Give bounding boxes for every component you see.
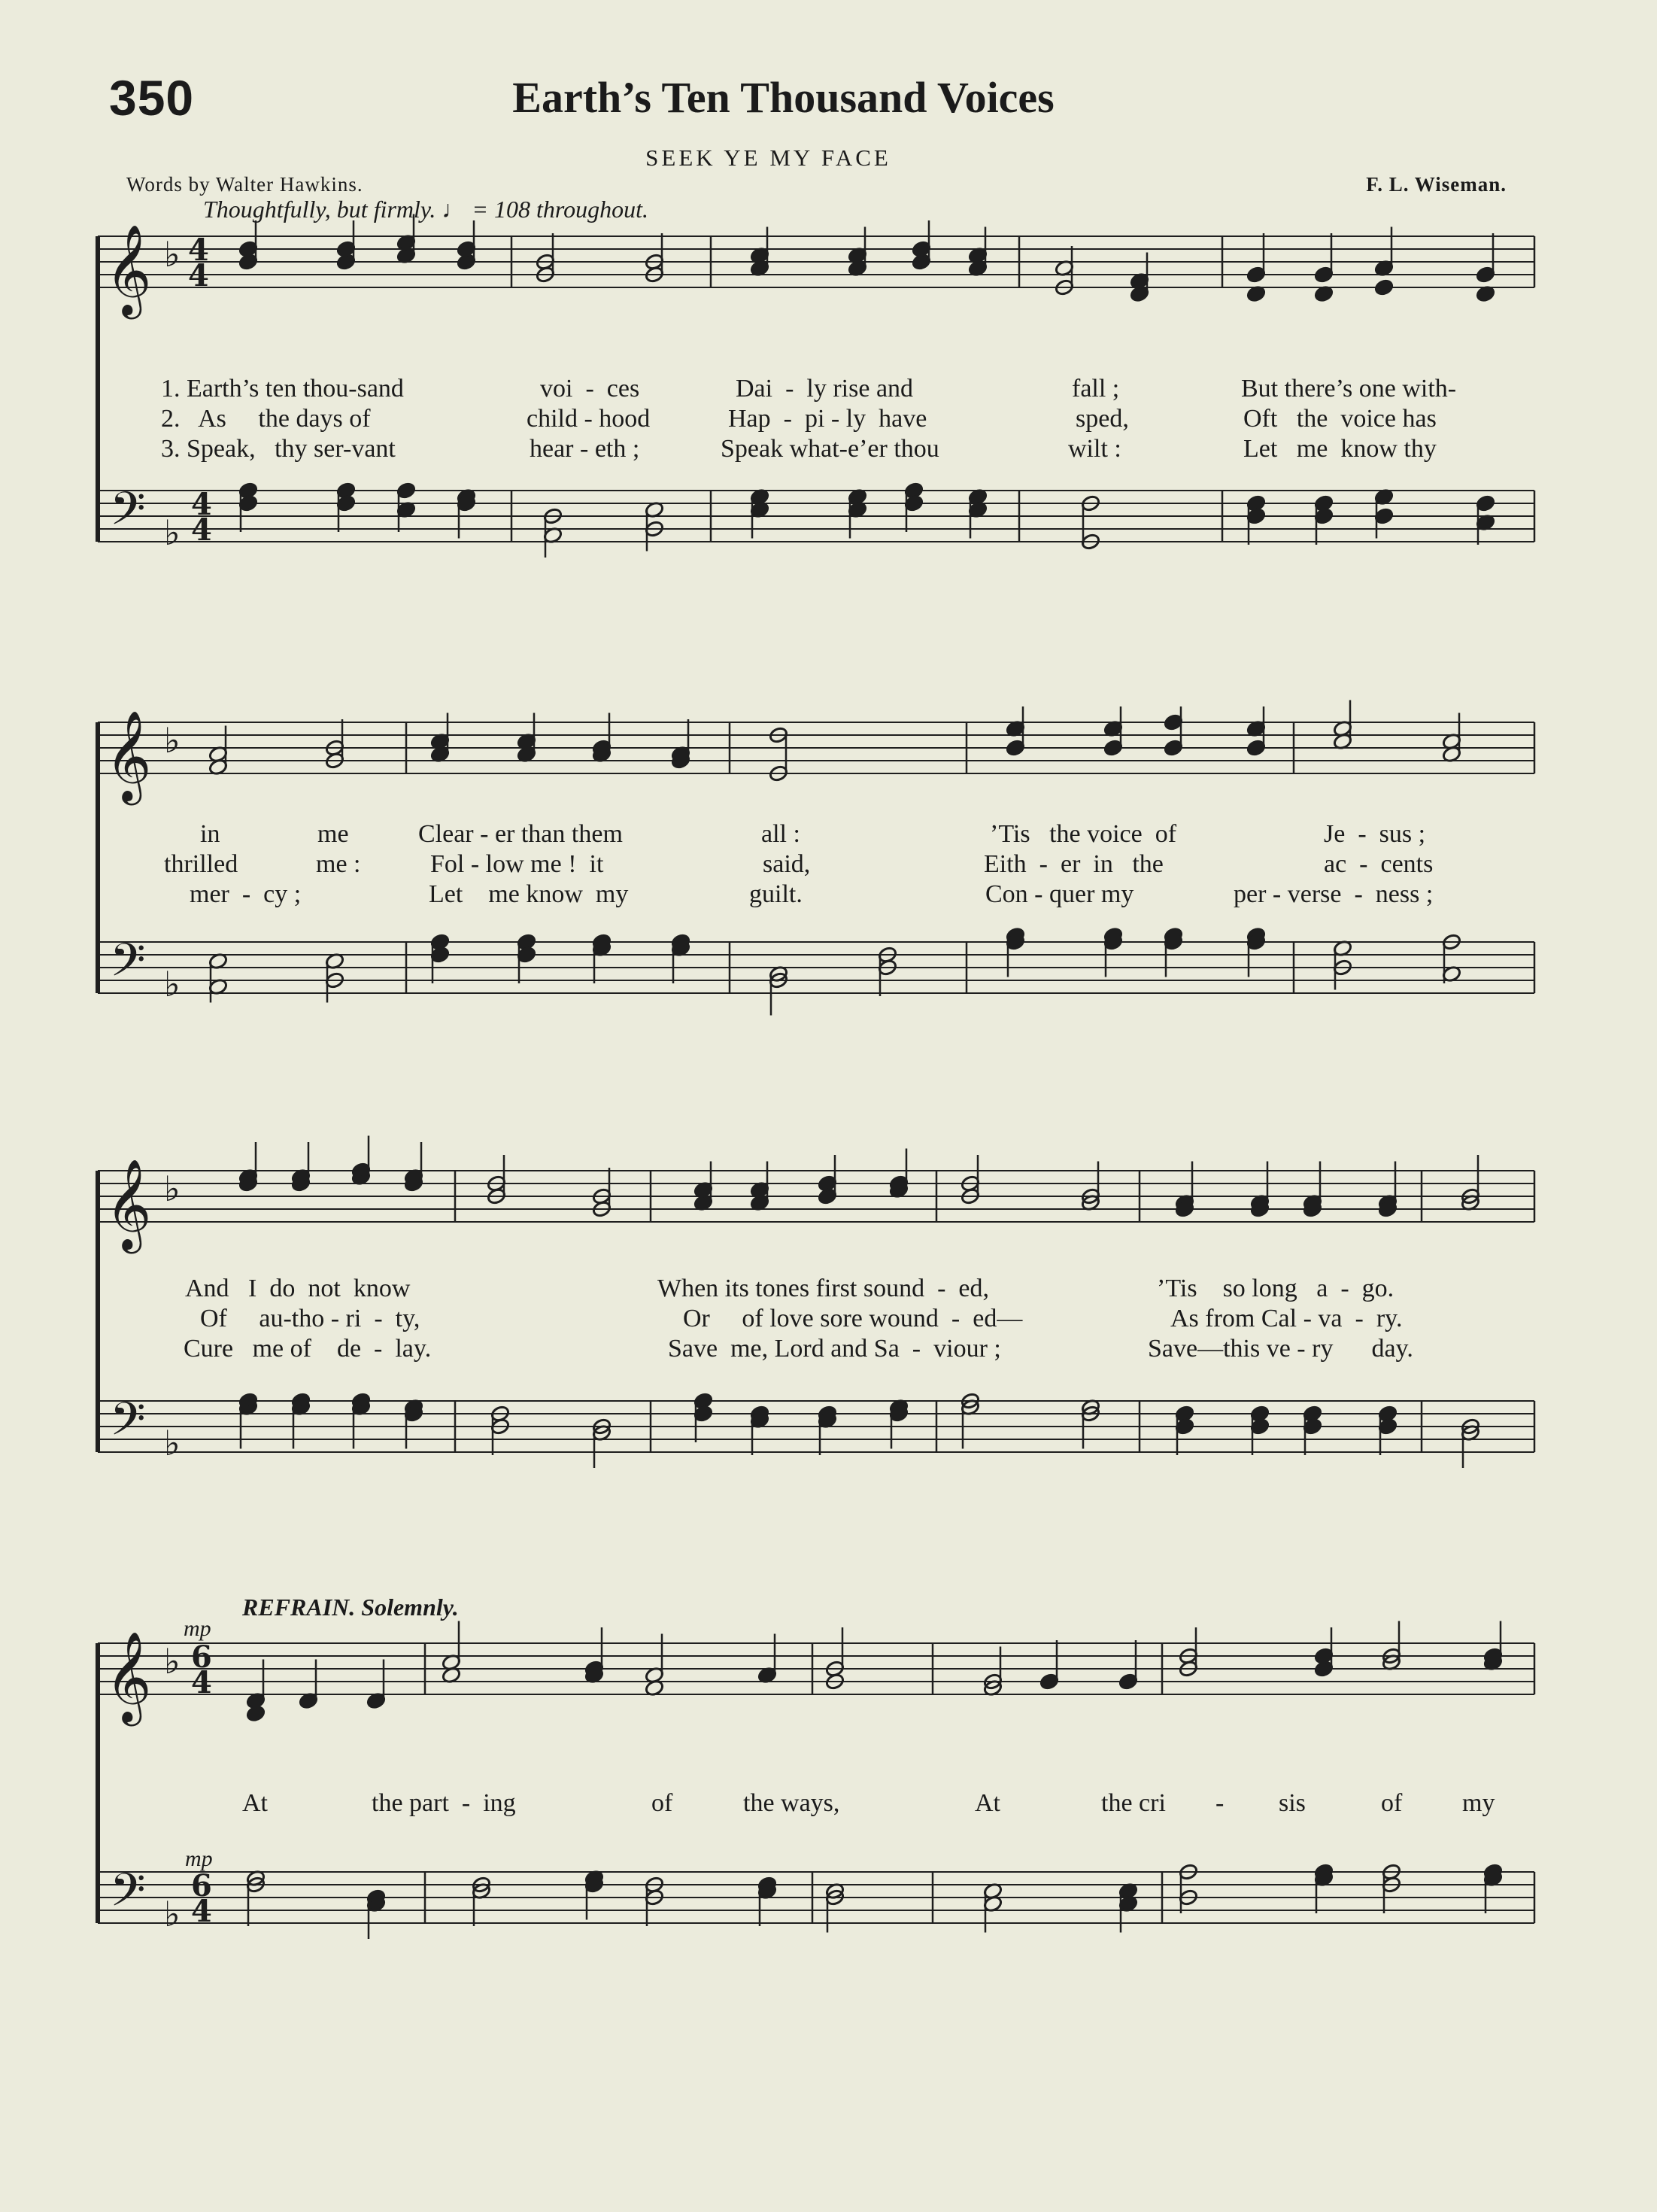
s2-verse-2-lyric-2: me :: [316, 850, 361, 878]
refrain-lyric-9: of: [1381, 1789, 1403, 1817]
system-2-bass-flat-icon: ♭: [164, 964, 181, 1004]
time-sig-6-bass-top: 6: [191, 1868, 212, 1904]
s2-verse-1-lyric-1: in: [200, 820, 220, 848]
system-2-treble-flat-icon: ♭: [164, 720, 181, 761]
time-sig-treble-top: 4: [188, 232, 209, 268]
refrain-lyric-10: my: [1462, 1789, 1495, 1817]
hymn-title: Earth’s Ten Thousand Voices: [512, 73, 1055, 122]
dynamic-mp-bass: mp: [185, 1846, 213, 1871]
s3-verse-3-lyric-1: Cure me of de - lay.: [184, 1335, 432, 1363]
time-sig-treble-bottom: 4: [188, 258, 209, 293]
s3-verse-2-lyric-2: Or of love sore wound - ed—: [683, 1305, 1023, 1332]
system-3-bass-clef-icon: 𝄢: [110, 1393, 146, 1457]
s2-verse-3-lyric-4: guilt.: [749, 880, 803, 908]
s3-verse-1-lyric-2: When its tones first sound - ed,: [657, 1275, 989, 1302]
s3-verse-1-lyric-1: And I do not know: [185, 1275, 411, 1302]
verse-3-lyric-4: wilt :: [1068, 435, 1121, 463]
s3-verse-3-lyric-2: Save me, Lord and Sa - viour ;: [668, 1335, 1001, 1363]
refrain-lyric-5: At: [975, 1789, 1000, 1817]
system-4-bass-clef-icon: 𝄢: [110, 1864, 146, 1928]
system-4-treble-note: [246, 1705, 266, 1723]
s2-verse-3-lyric-5: Con - quer my: [985, 880, 1134, 908]
s2-verse-2-lyric-5: Eith - er in the: [984, 850, 1164, 878]
s3-verse-3-lyric-3: Save—this ve - ry day.: [1148, 1335, 1413, 1363]
refrain-label: [242, 1594, 459, 1621]
verse-1-lyric-3: Dai - ly rise and: [736, 375, 914, 403]
verse-2-lyric-5: Oft the voice has: [1243, 405, 1437, 433]
s2-verse-2-lyric-6: ac - cents: [1324, 850, 1434, 878]
verse-2-lyric-2: child - hood: [527, 405, 651, 433]
time-sig-6-bass-bottom: 4: [191, 1894, 212, 1929]
hymn-number: 350: [109, 70, 195, 126]
system-1-treble-note: [1374, 278, 1394, 296]
tempo-text: Thoughtfully, but firmly.: [203, 196, 436, 223]
verse-1-lyric-4: fall ;: [1072, 375, 1120, 403]
time-sig-6-treble-bottom: 4: [191, 1665, 212, 1700]
metronome-text: = 108 throughout.: [472, 196, 648, 223]
s3-verse-1-lyric-3: ’Tis so long a - go.: [1157, 1275, 1394, 1302]
refrain-lyric-1: At: [242, 1789, 268, 1817]
system-3-bass-flat-icon: ♭: [164, 1423, 181, 1463]
time-sig-bass-bottom: 4: [191, 512, 212, 548]
s2-verse-2-lyric-4: said,: [763, 850, 811, 878]
refrain-lyric-3: of: [651, 1789, 673, 1817]
verse-3-lyric-3: Speak what-e’er thou: [721, 435, 939, 463]
refrain-lyric-7: -: [1215, 1789, 1225, 1817]
refrain-lyric-6: the cri: [1101, 1789, 1166, 1817]
verse-1-lyric-1: 1. Earth’s ten thou-sand: [161, 375, 404, 403]
system-1-bass-flat-icon: ♭: [164, 512, 181, 553]
verse-2-lyric-3: Hap - pi - ly have: [728, 405, 927, 433]
verse-3-lyric-1: 3. Speak, thy ser-vant: [161, 435, 396, 463]
time-sig-bass-top: 4: [191, 487, 212, 522]
system-4-bass-flat-icon: ♭: [164, 1894, 181, 1934]
verse-2-lyric-1: 2. As the days of: [161, 405, 371, 433]
system-4-treble-flat-icon: ♭: [164, 1641, 181, 1682]
s3-verse-2-lyric-1: Of au-tho - ri - ty,: [200, 1305, 420, 1332]
system-3-treble-flat-icon: ♭: [164, 1168, 181, 1209]
verse-1-lyric-5: But there’s one with-: [1241, 375, 1457, 403]
s2-verse-3-lyric-1: mer - cy ;: [190, 880, 302, 908]
dynamic-mp-treble: mp: [184, 1616, 211, 1641]
s2-verse-2-lyric-1: thrilled: [164, 850, 238, 878]
s2-verse-3-lyric-6: per - verse - ness ;: [1234, 880, 1434, 908]
s2-verse-1-lyric-5: ’Tis the voice of: [990, 820, 1177, 848]
verse-3-lyric-5: Let me know thy: [1243, 435, 1437, 463]
time-sig-6-treble-top: 6: [191, 1639, 212, 1675]
s2-verse-1-lyric-3: Clear - er than them: [418, 820, 623, 848]
tune-name: SEEK YE MY FACE: [645, 144, 891, 171]
system-1-treble-clef-icon: 𝄞: [105, 223, 152, 315]
s2-verse-2-lyric-3: Fol - low me ! it: [430, 850, 604, 878]
system-1-treble-flat-icon: ♭: [164, 234, 181, 275]
refrain-lyric-4: the ways,: [743, 1789, 840, 1817]
verse-3-lyric-2: hear - eth ;: [530, 435, 640, 463]
refrain-lyric-2: the part - ing: [372, 1789, 516, 1817]
verse-2-lyric-4: sped,: [1076, 405, 1129, 433]
s2-verse-1-lyric-2: me: [317, 820, 349, 848]
system-2-bass-clef-icon: 𝄢: [110, 934, 146, 998]
verse-1-lyric-2: voi - ces: [540, 375, 640, 403]
refrain-title: REFRAIN.: [242, 1594, 356, 1621]
system-2-treble-clef-icon: 𝄞: [105, 709, 152, 801]
refrain-tempo: Solemnly.: [361, 1594, 459, 1621]
words-credit: Words by Walter Hawkins.: [126, 173, 363, 196]
system-3-treble-clef-icon: 𝄞: [105, 1158, 152, 1250]
s2-verse-1-lyric-4: all :: [761, 820, 800, 848]
s2-verse-1-lyric-6: Je - sus ;: [1324, 820, 1426, 848]
s2-verse-3-lyric-3: Let me know my: [429, 880, 629, 908]
s3-verse-2-lyric-3: As from Cal - va - ry.: [1170, 1305, 1403, 1332]
music-credit: F. L. Wiseman.: [1366, 173, 1507, 196]
system-4-treble-clef-icon: 𝄞: [105, 1630, 152, 1722]
quarter-note-icon: ♩: [442, 196, 466, 223]
refrain-lyric-8: sis: [1279, 1789, 1306, 1817]
system-1-bass-clef-icon: 𝄢: [110, 482, 146, 547]
